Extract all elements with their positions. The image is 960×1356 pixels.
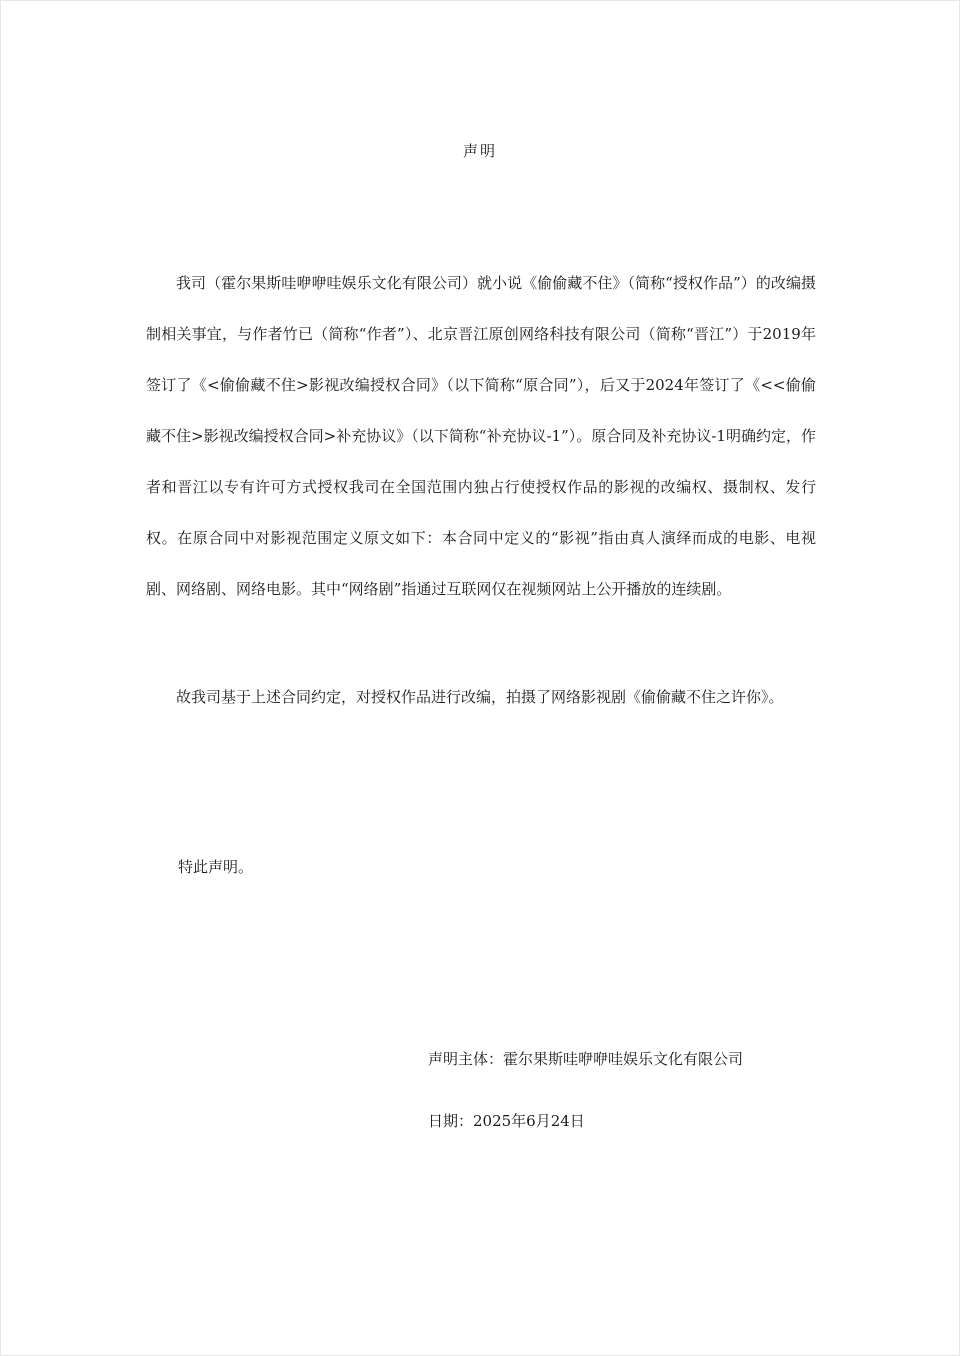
paragraph-conclusion: 故我司基于上述合同约定，对授权作品进行改编，拍摄了网络影视剧《偷偷藏不住之许你》。 <box>176 688 784 706</box>
signature-entity: 声明主体：霍尔果斯哇咿咿哇娱乐文化有限公司 <box>428 1050 744 1068</box>
document-title: 声明 <box>462 142 497 160</box>
paragraph-statement: 我司（霍尔果斯哇咿咿哇娱乐文化有限公司）就小说《偷偷藏不住》（简称“授权作品”）的改编摄制相关事宜，与作者竹已（简称“作者”）、北京晋江原创网络科技有限公司（简称“晋江”）于2019年签订了《<偷偷藏不住>影视改编授权合同》（以下简称“原合同”），后又于2024年签订了《<<偷偷藏不住>影视改编授权合同>补充协议》（以下简称“补充协议-1”）。原合同及补充协议-1明确约定，作者和晋江以专有许可方式授权我司在全国范围内独占行使授权作品的影视的改编权、摄制权、发行权。在原合同中对影视范围定义原文如下：本合同中定义的“影视”指由真人演绎而成的电影、电视剧、网络剧、网络电影。其中“网络剧”指通过互联网仅在视频网站上公开播放的连续剧。 <box>146 274 816 598</box>
closing-statement: 特此声明。 <box>178 858 254 876</box>
signature-date: 日期：2025年6月24日 <box>428 1112 585 1130</box>
